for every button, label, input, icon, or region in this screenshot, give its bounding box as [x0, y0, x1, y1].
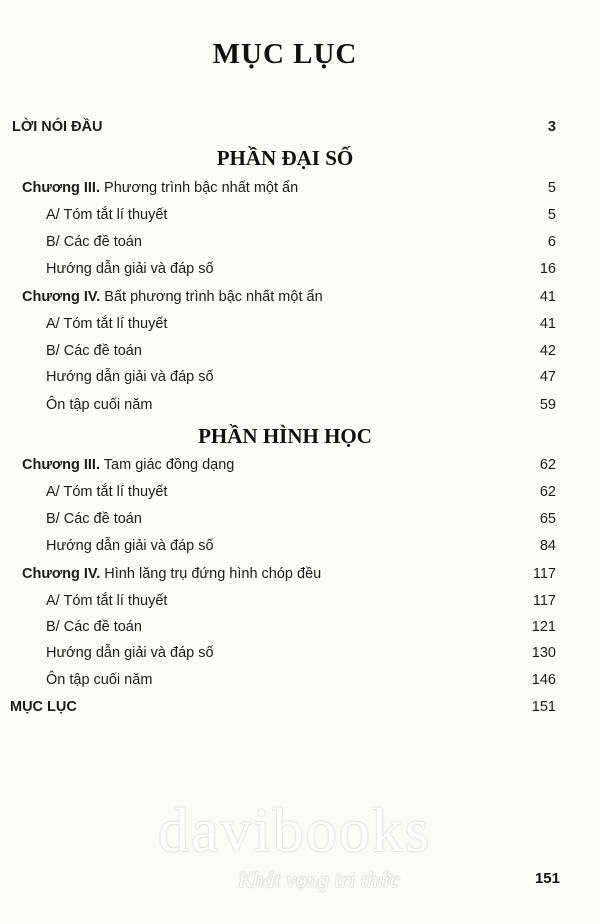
- toc-entry-page: 65: [539, 511, 556, 527]
- toc-entry-label: Hướng dẫn giải và đáp số: [46, 538, 214, 554]
- toc-entry-label: A/ Tóm tắt lí thuyết: [46, 207, 168, 223]
- watermark-brand: davibooks: [158, 797, 431, 865]
- toc-entry-preface: [12, 116, 556, 138]
- watermark-tagline: Khát vọng tri thức: [238, 867, 400, 892]
- part-heading-algebra: PHẦN ĐẠI SỐ: [216, 146, 354, 170]
- toc-chapter-row: [22, 286, 556, 308]
- toc-item-row: [46, 340, 556, 362]
- toc-entry-page: 42: [539, 343, 556, 359]
- chapter-title: Phương trình bậc nhất một ẩn: [100, 180, 299, 196]
- page-title: MỤC LỤC: [212, 38, 358, 70]
- toc-entry-page: 84: [539, 538, 556, 554]
- toc-entry-label: A/ Tóm tắt lí thuyết: [46, 593, 168, 609]
- toc-entry-label: A/ Tóm tắt lí thuyết: [46, 484, 168, 500]
- toc-entry-page: 117: [532, 593, 556, 609]
- toc-item-row: [46, 590, 556, 612]
- toc-entry-contents: [10, 696, 556, 718]
- toc-item-row: [46, 366, 556, 388]
- toc-entry-label: Hướng dẫn giải và đáp số: [46, 369, 214, 385]
- toc-chapter-row: [22, 177, 556, 199]
- toc-item-row: [46, 258, 556, 280]
- page-number: 151: [534, 870, 560, 887]
- toc-item-row: [46, 669, 556, 691]
- toc-item-row: [46, 642, 556, 664]
- toc-entry-label: B/ Các đề toán: [46, 619, 142, 635]
- toc-entry-label: B/ Các đề toán: [46, 343, 142, 359]
- toc-entry-label: B/ Các đề toán: [46, 234, 142, 250]
- chapter-title: Tam giác đồng dạng: [100, 457, 235, 473]
- toc-entry-page: 47: [539, 369, 556, 385]
- toc-entry-page: 62: [539, 457, 556, 473]
- toc-item-row: [46, 231, 556, 253]
- toc-entry-page: 6: [547, 234, 556, 250]
- chapter-number: Chương III.: [22, 457, 100, 473]
- toc-entry-page: 41: [539, 289, 556, 305]
- toc-entry-label: LỜI NÓI ĐẦU: [12, 119, 103, 135]
- toc-item-row: [46, 616, 556, 638]
- toc-entry-page: 146: [531, 672, 556, 688]
- chapter-number: Chương III.: [22, 180, 100, 196]
- chapter-number: Chương IV.: [22, 566, 101, 582]
- toc-chapter-row: [22, 454, 556, 476]
- toc-entry-label: Hướng dẫn giải và đáp số: [46, 645, 214, 661]
- toc-item-row: [46, 313, 556, 335]
- toc-entry-page: 117: [532, 566, 556, 582]
- toc-entry-page: 59: [539, 397, 556, 413]
- toc-entry-label: MỤC LỤC: [10, 699, 77, 715]
- toc-entry-page: 16: [539, 261, 556, 277]
- toc-item-row: [46, 508, 556, 530]
- chapter-title: Hình lăng trụ đứng hình chóp đều: [100, 566, 322, 582]
- toc-entry-page: 151: [531, 699, 556, 715]
- toc-entry-label: A/ Tóm tắt lí thuyết: [46, 316, 168, 332]
- toc-entry-label: B/ Các đề toán: [46, 511, 142, 527]
- toc-entry-page: 5: [547, 207, 556, 223]
- toc-entry-page: 130: [531, 645, 556, 661]
- toc-chapter-row: [22, 563, 556, 585]
- toc-item-row: [46, 394, 556, 416]
- toc-entry-page: 3: [547, 119, 556, 135]
- toc-item-row: [46, 204, 556, 226]
- toc-item-row: [46, 481, 556, 503]
- toc-entry-page: 121: [531, 619, 556, 635]
- toc-entry-label: Ôn tập cuối năm: [46, 397, 153, 413]
- toc-entry-label: Hướng dẫn giải và đáp số: [46, 261, 214, 277]
- part-heading-geometry: PHẦN HÌNH HỌC: [198, 424, 372, 448]
- toc-entry-label: Ôn tập cuối năm: [46, 672, 153, 688]
- chapter-title: Bất phương trình bậc nhất một ẩn: [100, 289, 323, 305]
- toc-entry-page: 62: [539, 484, 556, 500]
- toc-item-row: [46, 535, 556, 557]
- toc-entry-page: 41: [539, 316, 556, 332]
- chapter-number: Chương IV.: [22, 289, 101, 305]
- toc-entry-page: 5: [547, 180, 556, 196]
